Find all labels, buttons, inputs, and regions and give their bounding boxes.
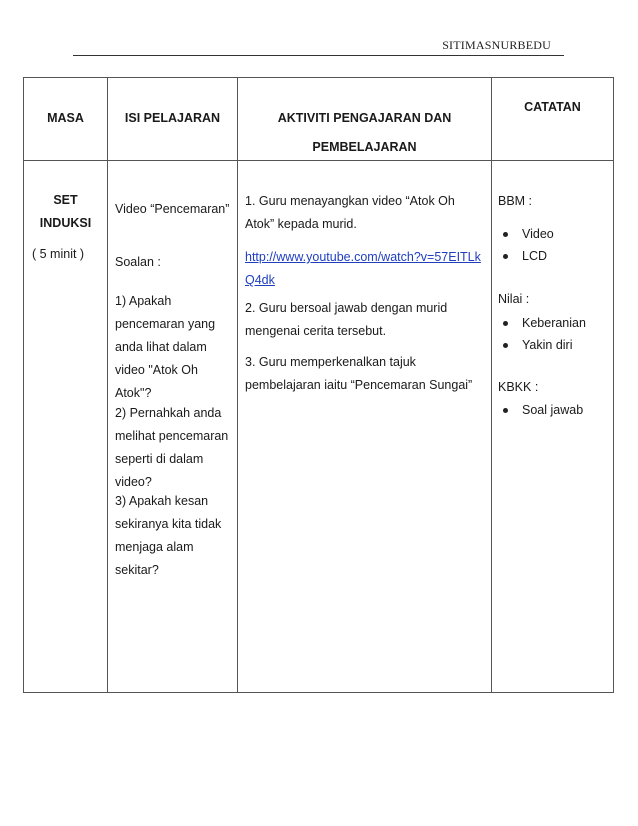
bbm-item-label: LCD <box>522 249 548 263</box>
question-1-line: video "Atok Oh <box>115 363 198 377</box>
list-item <box>498 334 586 356</box>
question-1-line: Atok"? <box>115 386 152 400</box>
table-border-left <box>23 77 24 693</box>
table-border-right <box>613 77 614 693</box>
column-header-aktiviti-line1: AKTIVITI PENGAJARAN DAN <box>277 111 452 125</box>
column-header-masa: MASA <box>47 111 84 125</box>
aktiviti-step-3-cont: pembelajaran iaitu “Pencemaran Sungai” <box>245 378 473 392</box>
list-item <box>498 312 586 334</box>
table-header-divider <box>23 160 614 161</box>
question-3-line: menjaga alam <box>115 540 194 554</box>
question-3-line: sekitar? <box>115 563 159 577</box>
nilai-list <box>498 312 586 356</box>
list-item <box>498 223 554 245</box>
catatan-nilai-label: Nilai : <box>498 292 530 306</box>
masa-duration: ( 5 minit ) <box>32 247 85 261</box>
column-divider-2 <box>237 77 238 693</box>
question-1-line: anda lihat dalam <box>115 340 207 354</box>
kbkk-item-label: Soal jawab <box>522 403 584 417</box>
column-header-aktiviti-line2: PEMBELAJARAN <box>312 140 417 154</box>
bbm-list <box>498 223 554 267</box>
bullet-icon <box>503 343 508 348</box>
aktiviti-step-2: 2. Guru bersoal jawab dengan murid <box>245 301 448 315</box>
catatan-bbm-label: BBM : <box>498 194 533 208</box>
bullet-icon <box>503 321 508 326</box>
bullet-icon <box>503 254 508 259</box>
bbm-item-label: Video <box>522 227 554 241</box>
column-header-isi-pelajaran: ISI PELAJARAN <box>124 111 221 125</box>
table-border-top <box>23 77 614 78</box>
aktiviti-step-1: 1. Guru menayangkan video “Atok Oh <box>245 194 455 208</box>
list-item <box>498 399 583 421</box>
bullet-icon <box>503 232 508 237</box>
isi-soalan-label: Soalan : <box>115 255 161 269</box>
youtube-link-cont[interactable]: Q4dk <box>245 273 275 287</box>
question-2-line: 2) Pernahkah anda <box>115 406 222 420</box>
masa-set: SET <box>53 193 78 207</box>
page-header-author: SITIMASNURBEDU <box>442 38 551 52</box>
isi-video-title: Video “Pencemaran” <box>115 202 230 216</box>
table-border-bottom <box>23 692 614 693</box>
catatan-kbkk-label: KBKK : <box>498 380 539 394</box>
question-2-line: seperti di dalam <box>115 452 204 466</box>
question-2-line: video? <box>115 475 152 489</box>
question-1-line: 1) Apakah <box>115 294 172 308</box>
column-divider-3 <box>491 77 492 693</box>
kbkk-list <box>498 399 583 421</box>
aktiviti-step-1-cont: Atok” kepada murid. <box>245 217 357 231</box>
aktiviti-step-3: 3. Guru memperkenalkan tajuk <box>245 355 416 369</box>
column-header-catatan: CATATAN <box>524 100 581 114</box>
header-rule <box>73 55 564 56</box>
aktiviti-step-2-cont: mengenai cerita tersebut. <box>245 324 387 338</box>
question-1-line: pencemaran yang <box>115 317 216 331</box>
list-item <box>498 245 554 267</box>
question-2-line: melihat pencemaran <box>115 429 229 443</box>
masa-induksi: INDUKSI <box>39 216 92 230</box>
nilai-item-label: Yakin diri <box>522 338 573 352</box>
column-divider-1 <box>107 77 108 693</box>
nilai-item-label: Keberanian <box>522 316 586 330</box>
question-3-line: sekiranya kita tidak <box>115 517 222 531</box>
bullet-icon <box>503 408 508 413</box>
youtube-link[interactable]: http://www.youtube.com/watch?v=57EITLk <box>245 250 481 264</box>
question-3-line: 3) Apakah kesan <box>115 494 209 508</box>
